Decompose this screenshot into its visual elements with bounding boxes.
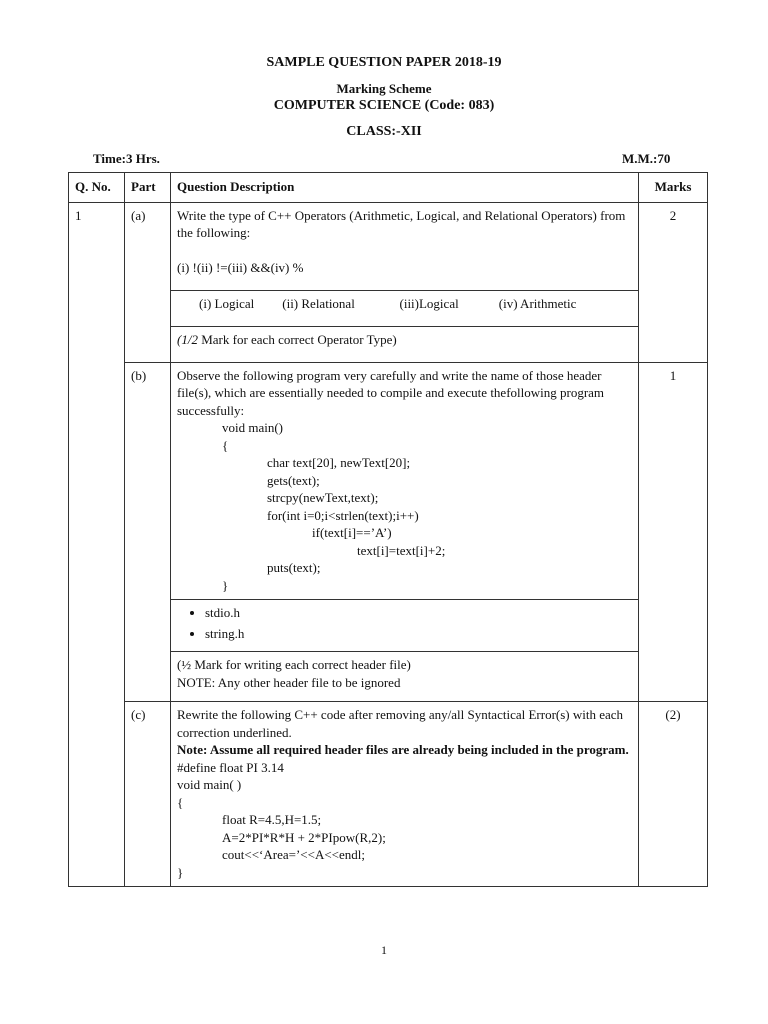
code-line: void main( ) [177,777,242,792]
code-line: puts(text); [267,560,321,575]
scheme-cell [171,652,639,702]
time-label: Time:3 Hrs. [93,151,160,166]
code-line: { [177,794,184,810]
note-text: NOTE: Any other header file to be ignored [177,674,401,690]
code-line: cout<<‘Area=’<<A<<endl; [222,847,365,862]
code-line: { [222,437,229,453]
question-text [171,362,639,600]
code-line: } [177,864,184,880]
scheme-cell [171,326,639,362]
part-label: (c) [125,702,171,887]
page-number: 1 [381,943,387,957]
scheme-text: Mark for each correct Operator Type) [197,331,397,347]
class-heading: CLASS:-XII [346,124,422,139]
list-item: • stdio.h [205,604,632,622]
marking-scheme-heading: Marking Scheme [336,81,432,96]
question-text [171,702,639,887]
header-qno: Q. No. [69,173,125,203]
question-b-text: Observe the following program very carefully and write the name of those header file(s), which are essentially needed to compile and execute thefollowing program successfully: [177,367,605,418]
question-a-text: Write the type of C++ Operators (Arithmetic, Logical, and Relational Operators) from the following: [177,207,626,240]
scheme-text: (½ Mark for writing each correct header file) [177,657,411,672]
answer-item: (ii) Relational [282,295,355,311]
code-line: #define float PI 3.14 [177,759,284,775]
code-line: A=2*PI*R*H + 2*PIpow(R,2); [222,829,386,845]
header-part: Part [125,173,171,203]
header-file-list [177,604,632,642]
scheme-fraction: (1/2 [177,331,198,347]
question-a-options: (i) !(ii) !=(iii) &&(iv) % [177,259,304,275]
answer-cell [171,600,639,652]
table-row [69,362,708,600]
question-c-note: Note: Assume all required header files are already being included in the program. [177,742,629,757]
answer-item: (iv) Arithmetic [498,295,577,311]
answer-item: (iii)Logical [399,295,459,311]
code-line: gets(text); [267,472,320,488]
code-line: for(int i=0;i<strlen(text);i++) [267,507,419,523]
answer-cell [171,290,639,326]
code-line: } [222,577,229,593]
list-item: • string.h [205,625,632,643]
code-line: if(text[i]==’A’) [312,525,392,540]
paper-title: SAMPLE QUESTION PAPER 2018-19 [266,55,502,70]
max-marks-label: M.M.:70 [622,151,671,166]
part-label: (a) [125,202,171,362]
answer-item: (i) Logical [199,295,255,311]
code-line: text[i]=text[i]+2; [357,542,446,558]
code-line: void main() [222,420,284,435]
marks-value: (2) [639,702,708,887]
question-c-text: Rewrite the following C++ code after removing any/all Syntactical Error(s) with each correction underlined. [177,707,624,740]
question-text [171,202,639,290]
part-label: (b) [125,362,171,702]
marks-value: 1 [639,362,708,702]
header-marks: Marks [639,173,708,203]
code-line: char text[20], newText[20]; [267,455,411,470]
marks-value: 2 [639,202,708,362]
question-table [68,172,708,887]
code-line: float R=4.5,H=1.5; [222,812,322,827]
header-description: Question Description [171,173,639,203]
table-header-row [69,173,708,203]
table-row [69,202,708,290]
answer-a-row [177,295,632,313]
subject-heading: COMPUTER SCIENCE (Code: 083) [273,98,495,113]
code-line: strcpy(newText,text); [267,490,379,505]
question-number: 1 [69,202,125,887]
